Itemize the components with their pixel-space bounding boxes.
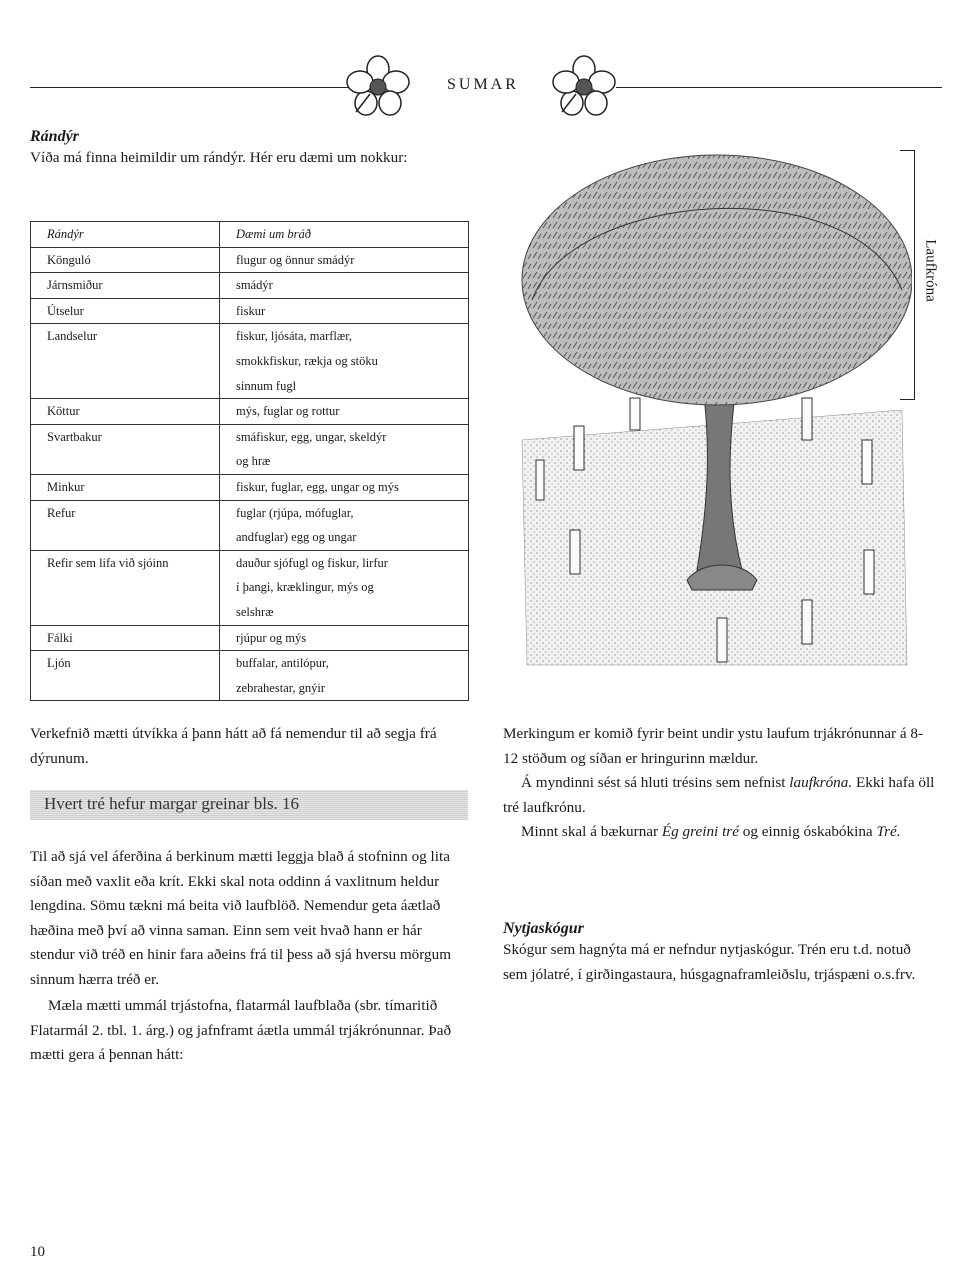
flower-ornament-icon — [552, 54, 616, 118]
paragraph-bark: Til að sjá vel áferðina á berkinum mætti leggja blað á stofninn og lita síðan með vaxlit eða krít. Ekki skal nota oddinn á vaxlitnum heldur lengdina. Sömu tækni má beita við laufblöð. Nemendur geta áætlað hæðina með því að vinna saman. Einn sem veit hvað hann er hár stendur við tréð en hinir fara aðeins frá til þess að sjá hversu mörgum sinnum hærra tréð er. — [30, 848, 452, 988]
extend-paragraph: Verkefnið mætti útvíkka á þann hátt að fá nemendur til að segja frá dýrunum. — [30, 725, 437, 767]
banner-text: Hvert tré hefur margar greinar bls. 16 — [44, 794, 300, 813]
table-row: Könguló flugur og önnur smádýr — [31, 247, 468, 273]
table-row: Svartbakur smáfiskur, egg, ungar, skeldýr og hræ — [31, 424, 468, 474]
table-row: Refir sem lifa við sjóinn dauður sjófugl og fiskur, lirfur í þangi, kræklingur, mýs og selshræ — [31, 550, 468, 625]
header-rule-left — [30, 87, 348, 88]
header-title: SUMAR — [447, 76, 519, 93]
intro-paragraph: Víða má finna heimildir um rándýr. Hér eru dæmi um nokkur: — [30, 149, 408, 166]
crown-bracket — [900, 150, 915, 400]
bracket-label: Laufkróna — [922, 239, 939, 302]
table-row: Fálki rjúpur og mýs — [31, 625, 468, 651]
page-number: 10 — [30, 1244, 45, 1260]
predator-table — [30, 221, 469, 701]
section-heading-randyr: Rándýr — [30, 128, 79, 145]
section-banner — [30, 790, 468, 820]
paragraph-books: Minnt skal á bækurnar Ég greini tré og einnig óskabókina Tré. — [521, 823, 901, 840]
table-row: Útselur fiskur — [31, 298, 468, 324]
paragraph-measure: Mæla mætti ummál trjástofna, flatarmál laufblaða (sbr. tímaritið Flatarmál 2. tbl. 1. árg.) og jafnframt áætla ummál trjákrónunnar. Það mætti gera á þennan hátt: — [30, 997, 452, 1063]
table-header: Dæmi um bráð — [220, 222, 469, 247]
paragraph-markers: Merkingum er komið fyrir beint undir ystu laufum trjákrónunnar á 8-12 stöðum og síðan er hringurinn mældur. — [503, 725, 924, 767]
table-header: Rándýr — [31, 222, 220, 247]
table-row: Minkur fiskur, fuglar, egg, ungar og mýs — [31, 474, 468, 500]
table-row: Refur fuglar (rjúpa, mófuglar, andfuglar) egg og ungar — [31, 500, 468, 550]
header-rule-right — [616, 87, 942, 88]
section-heading-nytjaskogur: Nytjaskógur — [503, 920, 584, 937]
paragraph-crown: Á myndinni sést sá hluti trésins sem nefnist laufkróna. Ekki hafa öll tré laufkrónu. — [503, 774, 935, 816]
table-row: Járnsmiður smádýr — [31, 273, 468, 299]
table-row: Köttur mýs, fuglar og rottur — [31, 399, 468, 425]
table-row: Ljón buffalar, antilópur, zebrahestar, gnýir — [31, 651, 468, 701]
tree-illustration — [512, 150, 912, 670]
flower-ornament-icon — [346, 54, 410, 118]
table-row: Landselur fiskur, ljósáta, marflær, smokkfiskur, rækja og stöku sinnum fugl — [31, 324, 468, 399]
paragraph-nytjaskogur: Skógur sem hagnýta má er nefndur nytjaskógur. Trén eru t.d. notuð sem jólatré, í girðingastaura, húsgagnaframleiðslu, trjáspæni o.s.frv. — [503, 941, 916, 983]
